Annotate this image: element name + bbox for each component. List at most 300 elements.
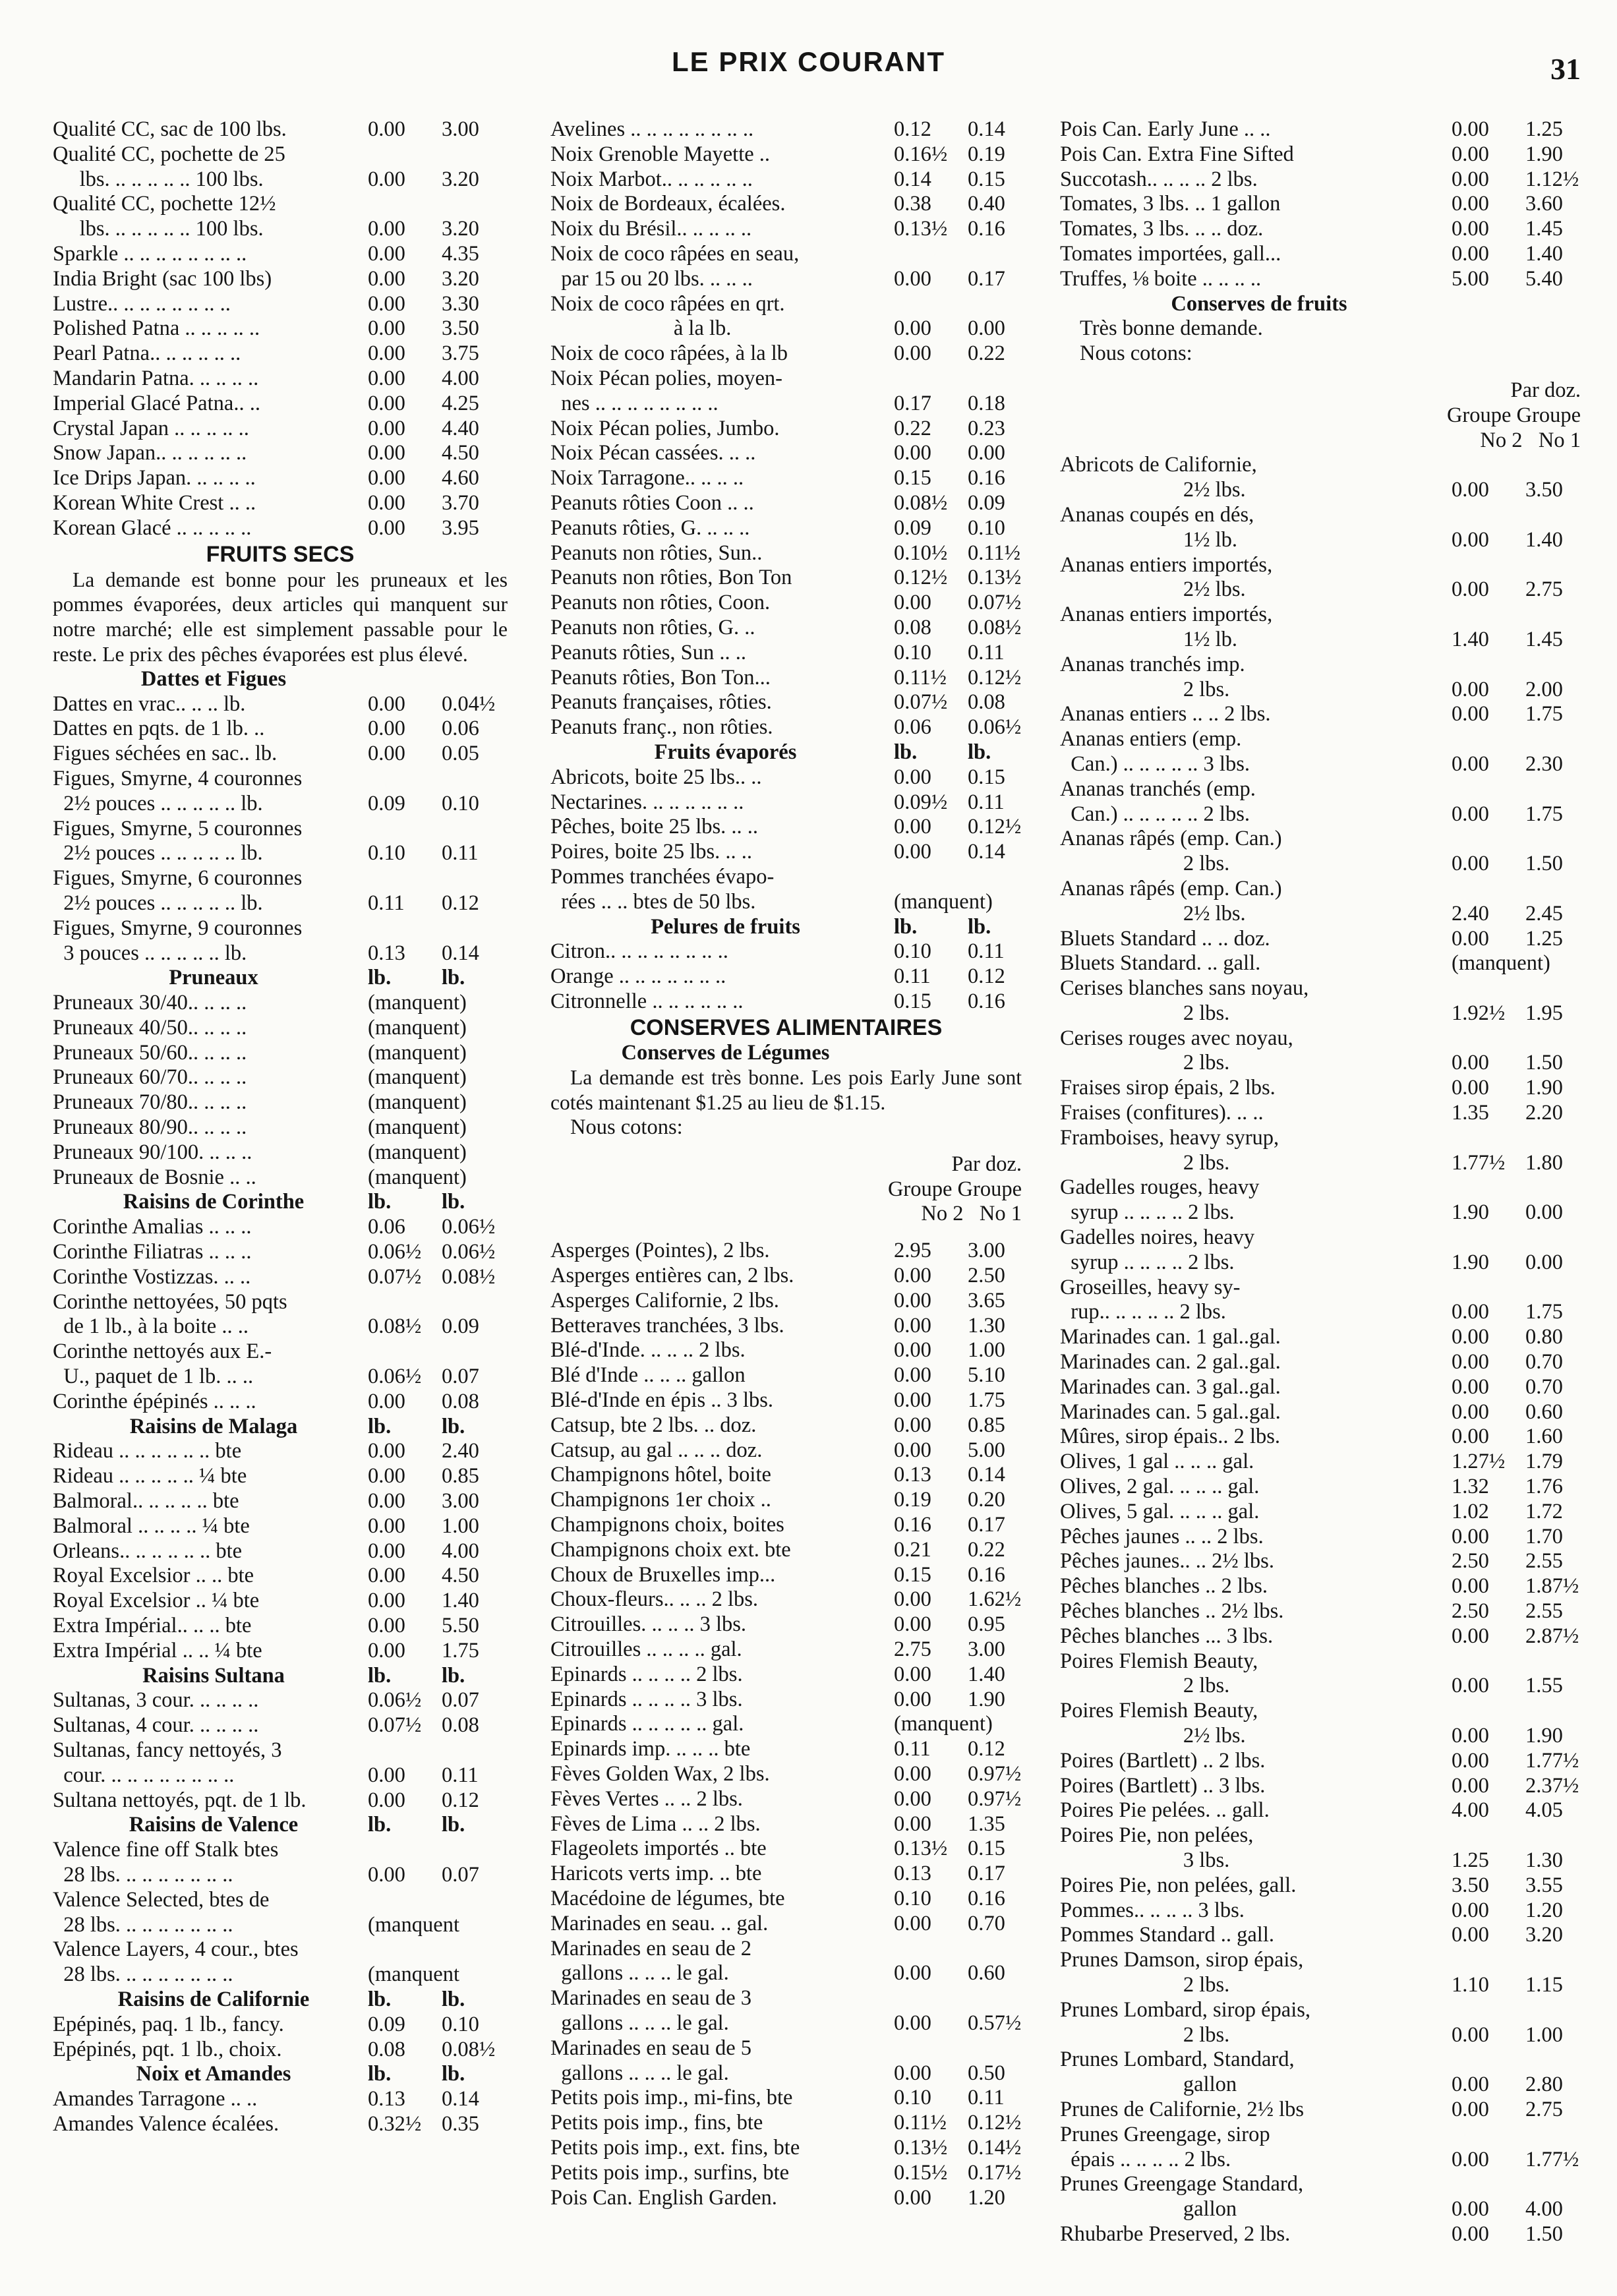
price-row — [1060, 1699, 1581, 1724]
price-group-1: 3.00 — [968, 1637, 1005, 1662]
price-row — [1060, 1724, 1581, 1749]
price-row — [1060, 628, 1581, 653]
section-subheading — [550, 740, 1022, 765]
item-label: Asperges Californie, 2 lbs. — [550, 1288, 779, 1312]
price-group-1: 3.75 — [442, 341, 479, 366]
item-label: Avelines .. .. .. .. .. .. .. .. — [550, 117, 754, 141]
item-label: 2 lbs. — [1060, 1001, 1230, 1025]
price-group-2: 0.00 — [1452, 1350, 1489, 1374]
price-row — [1060, 1525, 1581, 1550]
price-row — [550, 1762, 1022, 1787]
price-group-2: 0.00 — [1452, 117, 1489, 141]
price-group-1: 4.00 — [1525, 2197, 1563, 2222]
price-group-1: 0.05 — [442, 742, 479, 766]
price-group-1: 0.00 — [968, 316, 1005, 341]
market-note: La demande est très bonne. Les pois Early June sont cotés maintenant $1.25 au lieu de $1.15. — [550, 1066, 1022, 1115]
item-label: 2½ pouces .. .. .. .. .. lb. — [53, 841, 263, 866]
price-group-1: 0.08 — [442, 1713, 479, 1738]
price-group-1: 2.40 — [442, 1439, 479, 1463]
item-label: Peanuts rôties, G. .. .. .. — [550, 515, 750, 540]
price-row — [53, 692, 508, 717]
price-group-1: 1.00 — [1525, 2022, 1563, 2047]
price-group-2: 0.00 — [894, 2011, 931, 2035]
price-row — [53, 1589, 508, 1614]
item-label: Noix Pécan cassées. .. .. — [550, 441, 756, 465]
price-group-2: 0.13½ — [894, 2135, 948, 2160]
price-row — [550, 1612, 1022, 1637]
price-group-1: 1.95 — [1525, 1001, 1563, 1025]
subheading-label: Raisins Sultana — [142, 1663, 285, 1688]
price-row — [53, 466, 508, 491]
price-group-1: 0.13½ — [968, 566, 1022, 590]
price-group-2: lb. — [368, 966, 392, 990]
item-label: Peanuts non rôties, Sun.. — [550, 541, 763, 565]
price-group-2: 0.10½ — [894, 541, 948, 565]
price-group-2: 1.02 — [1452, 1499, 1489, 1523]
price-group-1: 0.23 — [968, 416, 1005, 440]
price-row — [1060, 117, 1581, 142]
item-label: gallon — [1060, 2073, 1237, 2097]
price-group-1: 1.50 — [1525, 2222, 1563, 2246]
price-group-1: lb. — [442, 1414, 465, 1438]
price-group-1: 0.08½ — [442, 1264, 496, 1289]
price-group-2: 0.00 — [1452, 1051, 1489, 1075]
price-row — [53, 1339, 508, 1365]
item-label: Ananas tranchés imp. — [1060, 652, 1245, 676]
item-label: Macédoine de légumes, bte — [550, 1886, 785, 1910]
price-row — [550, 292, 1022, 317]
intro-line: Nous cotons: — [1080, 341, 1192, 366]
price-row — [1060, 727, 1581, 752]
item-label: Petits pois imp., fins, bte — [550, 2111, 763, 2135]
price-row — [550, 989, 1022, 1015]
price-row — [550, 2186, 1022, 2211]
price-group-2: 5.00 — [1452, 266, 1489, 291]
item-label: Poires Pie, non pelées, — [1060, 1823, 1254, 1848]
price-group-2: 0.00 — [368, 515, 405, 540]
price-group-2: 0.00 — [368, 441, 405, 465]
price-group-2: 0.00 — [368, 1589, 405, 1613]
price-row — [1060, 1649, 1581, 1674]
item-label: Corinthe nettoyées, 50 pqts — [53, 1289, 287, 1314]
price-group-2: 0.06 — [368, 1215, 405, 1239]
item-label: Sultanas, fancy nettoyés, 3 — [53, 1738, 282, 1762]
item-label: Korean Glacé .. .. .. .. .. — [53, 515, 252, 540]
subheading-label: Raisins de Corinthe — [123, 1190, 305, 1214]
price-group-2: 0.22 — [894, 416, 931, 440]
column-header: Par doz. — [1510, 378, 1581, 402]
price-row — [550, 1587, 1022, 1612]
item-label: Dattes en pqts. de 1 lb. .. — [53, 717, 265, 741]
item-label: Fèves Vertes .. .. 2 lbs. — [550, 1786, 743, 1811]
price-group-2: (manquent) — [368, 1140, 467, 1164]
price-row — [550, 117, 1022, 142]
subheading-label: Raisins de Valence — [129, 1813, 299, 1837]
price-group-1: 4.50 — [442, 441, 479, 465]
price-group-2: 0.00 — [1452, 702, 1489, 726]
price-group-2: 1.25 — [1452, 1848, 1489, 1872]
price-row — [53, 1390, 508, 1415]
item-label: Mûres, sirop épais.. 2 lbs. — [1060, 1425, 1280, 1449]
item-label: Extra Impérial.. .. .. bte — [53, 1614, 252, 1638]
price-row — [53, 792, 508, 817]
intro-line: Nous cotons: — [570, 1115, 683, 1140]
price-group-2: 0.09 — [894, 515, 931, 540]
section-subheading — [53, 2062, 508, 2087]
item-label: Marinades en seau de 3 — [550, 1986, 752, 2011]
item-label: Peanuts franç., non rôties. — [550, 715, 773, 740]
price-row — [53, 1863, 508, 1888]
price-group-1: 1.79 — [1525, 1450, 1563, 1474]
price-row — [550, 2061, 1022, 2086]
item-label: Olives, 2 gal. .. .. .. gal. — [1060, 1475, 1260, 1499]
price-row — [53, 1738, 508, 1763]
price-row — [550, 541, 1022, 566]
item-label: Ananas coupés en dés, — [1060, 502, 1254, 527]
item-label: Pruneaux 60/70.. .. .. .. — [53, 1065, 247, 1090]
price-group-1: 0.14 — [968, 117, 1005, 141]
price-row — [550, 1289, 1022, 1314]
price-group-1: 3.55 — [1525, 1873, 1563, 1897]
item-label: Noix Pécan polies, moyen- — [550, 366, 783, 390]
price-row — [53, 2112, 508, 2137]
price-group-2: 0.00 — [894, 266, 931, 291]
price-group-1: 0.17 — [968, 1513, 1005, 1537]
price-group-1: 0.80 — [1525, 1325, 1563, 1349]
price-row — [53, 1314, 508, 1339]
price-group-2: 0.00 — [894, 1264, 931, 1288]
price-group-1: 0.85 — [442, 1464, 479, 1488]
item-label: Noix de coco râpées en qrt. — [550, 291, 785, 316]
price-group-2: 0.00 — [894, 316, 931, 341]
item-label: Crystal Japan .. .. .. .. .. — [53, 416, 249, 440]
item-label: Poires (Bartlett) .. 3 lbs. — [1060, 1773, 1266, 1798]
price-group-2: 0.15 — [894, 1562, 931, 1587]
price-row — [53, 267, 508, 292]
item-label: 2 lbs. — [1060, 2022, 1230, 2047]
price-group-2: 1.77½ — [1452, 1150, 1506, 1175]
price-group-2: 0.00 — [368, 692, 405, 716]
price-row — [1060, 528, 1581, 553]
price-group-2: 0.19 — [894, 1488, 931, 1512]
price-row — [53, 1065, 508, 1090]
item-label: Figues, Smyrne, 9 couronnes — [53, 916, 303, 940]
item-label: Gadelles noires, heavy — [1060, 1225, 1255, 1250]
price-group-1: 1.75 — [442, 1638, 479, 1663]
item-label: Citron.. .. .. .. .. .. .. .. — [550, 939, 728, 964]
price-row — [1060, 1624, 1581, 1649]
price-group-2: 0.00 — [1452, 192, 1489, 216]
price-row — [53, 841, 508, 866]
item-label: Prunes Damson, sirop épais, — [1060, 1948, 1304, 1972]
item-label: Marinades can. 2 gal..gal. — [1060, 1350, 1281, 1374]
item-label: Noix de coco râpées en seau, — [550, 241, 800, 266]
item-label: 3 lbs. — [1060, 1848, 1230, 1872]
item-label: gallons .. .. .. le gal. — [550, 1961, 729, 1986]
price-group-2: 0.00 — [894, 1612, 931, 1637]
price-group-2: 0.00 — [368, 1638, 405, 1663]
item-label: Can.) .. .. .. .. .. 3 lbs. — [1060, 751, 1250, 776]
price-row — [1060, 852, 1581, 877]
price-group-1: 2.87½ — [1525, 1624, 1579, 1648]
price-group-2: 0.11 — [894, 1737, 931, 1761]
item-label: Orange .. .. .. .. .. .. .. — [550, 964, 726, 989]
price-group-2: 1.90 — [1452, 1250, 1489, 1274]
price-row — [1060, 1076, 1581, 1101]
price-row — [1060, 1300, 1581, 1325]
price-row — [53, 1464, 508, 1489]
price-row — [53, 1614, 508, 1639]
price-row — [1060, 2123, 1581, 2148]
price-row — [1060, 2047, 1581, 2073]
price-row — [550, 1712, 1022, 1737]
item-label: Marinades en seau de 5 — [550, 2036, 752, 2060]
item-label: Valence Layers, 4 cour., btes — [53, 1937, 299, 1962]
item-label: Royal Excelsior .. ¼ bte — [53, 1589, 260, 1613]
item-label: Noix de Bordeaux, écalées. — [550, 192, 786, 216]
item-label: lbs. .. .. .. .. .. 100 lbs. — [53, 217, 264, 241]
price-group-2: (manquent) — [368, 1115, 467, 1140]
price-group-2: 0.08½ — [368, 1314, 422, 1339]
price-row — [53, 1489, 508, 1514]
item-label: Succotash.. .. .. .. 2 lbs. — [1060, 167, 1258, 191]
item-label: Figues, Smyrne, 5 couronnes — [53, 816, 303, 840]
price-row — [1060, 653, 1581, 678]
price-row — [550, 1862, 1022, 1887]
price-group-1: 1.50 — [1525, 1051, 1563, 1075]
price-row — [1060, 1923, 1581, 1948]
price-group-1: 0.08 — [442, 1389, 479, 1413]
price-group-2: 0.11½ — [894, 2111, 947, 2135]
price-group-2: 0.06½ — [368, 1365, 422, 1389]
item-label: Olives, 5 gal. .. .. .. gal. — [1060, 1499, 1260, 1523]
price-row — [1060, 777, 1581, 802]
price-group-2: 0.12 — [894, 117, 931, 141]
price-group-1: 0.10 — [968, 515, 1005, 540]
price-row — [550, 1463, 1022, 1488]
price-row — [550, 2086, 1022, 2111]
price-row — [550, 466, 1022, 491]
price-group-1: 0.09 — [442, 1314, 479, 1339]
price-group-2: 0.00 — [368, 241, 405, 266]
item-label: Pêches jaunes .. .. 2 lbs. — [1060, 1524, 1264, 1548]
item-label: Abricots de Californie, — [1060, 453, 1257, 477]
item-label: Fraises (confitures). .. .. — [1060, 1101, 1264, 1125]
price-group-1: 1.55 — [1525, 1674, 1563, 1698]
price-row — [53, 1838, 508, 1863]
price-group-2: 0.00 — [894, 441, 931, 465]
price-row — [1060, 1674, 1581, 1699]
price-row — [1060, 827, 1581, 852]
price-group-2: 0.00 — [894, 1388, 931, 1413]
price-row — [550, 1438, 1022, 1463]
price-group-2: 0.00 — [894, 1438, 931, 1462]
subheading-label: Conserves de Légumes — [621, 1040, 830, 1065]
item-label: Amandes Tarragone .. .. — [53, 2087, 258, 2111]
price-row — [53, 1016, 508, 1041]
price-group-1: 0.12 — [968, 1737, 1005, 1761]
price-group-2: 1.27½ — [1452, 1450, 1506, 1474]
price-row — [53, 217, 508, 242]
price-group-1: 1.30 — [1525, 1848, 1563, 1872]
price-group-1: 1.15 — [1525, 1972, 1563, 1997]
price-group-1: 0.70 — [1525, 1374, 1563, 1399]
price-group-1: 1.40 — [1525, 527, 1563, 552]
price-group-1: 1.87½ — [1525, 1574, 1579, 1599]
price-row — [53, 1290, 508, 1315]
item-label: gallons .. .. .. le gal. — [550, 2061, 729, 2085]
price-row — [53, 1564, 508, 1589]
price-row — [1060, 802, 1581, 827]
price-row — [53, 192, 508, 217]
price-row — [550, 217, 1022, 242]
price-row — [550, 417, 1022, 442]
price-group-2: 0.00 — [1452, 1674, 1489, 1698]
price-row — [550, 591, 1022, 616]
page-header — [0, 40, 1617, 86]
price-group-1: lb. — [442, 1987, 465, 2011]
item-label: Pêches, boite 25 lbs. .. .. — [550, 815, 759, 839]
price-row — [1060, 1998, 1581, 2023]
item-label: rup.. .. .. .. .. 2 lbs. — [1060, 1300, 1226, 1324]
price-group-2: 0.00 — [1452, 1399, 1489, 1424]
price-group-2: 0.00 — [1452, 2097, 1489, 2121]
column-header: No 2 No 1 — [1480, 428, 1581, 452]
price-group-2: lb. — [368, 1190, 392, 1214]
price-group-2: 0.00 — [1452, 167, 1489, 191]
price-group-2: lb. — [368, 1987, 392, 2011]
price-group-2: 0.00 — [1452, 2197, 1489, 2222]
item-label: Pêches blanches ... 3 lbs. — [1060, 1624, 1274, 1648]
price-row — [550, 1513, 1022, 1538]
price-group-2: 0.00 — [368, 717, 405, 741]
section-subheading — [53, 966, 508, 991]
item-label: Poires Pie pelées. .. gall. — [1060, 1798, 1270, 1823]
price-row — [550, 516, 1022, 541]
price-group-1: 5.40 — [1525, 266, 1563, 291]
item-label: Betteraves tranchées, 3 lbs. — [550, 1313, 784, 1338]
item-label: 28 lbs. .. .. .. .. .. .. .. — [53, 1962, 233, 1987]
price-group-2: 0.00 — [894, 2061, 931, 2085]
item-label: Petits pois imp., ext. fins, bte — [550, 2135, 800, 2160]
price-group-1: 1.00 — [442, 1514, 479, 1538]
price-group-2: 0.00 — [1452, 852, 1489, 876]
item-label: Pommes tranchées évapo- — [550, 864, 775, 889]
item-label: Fèves de Lima .. .. 2 lbs. — [550, 1811, 761, 1836]
price-group-1: 0.17 — [968, 266, 1005, 291]
price-group-2: 0.10 — [894, 1886, 931, 1910]
price-group-2: 0.00 — [1452, 478, 1489, 502]
column-header: Par doz. — [951, 1152, 1022, 1176]
price-row — [550, 1388, 1022, 1413]
price-group-2: 0.00 — [1452, 2147, 1489, 2171]
price-group-2: (manquent) — [368, 1090, 467, 1115]
price-group-1: 0.04½ — [442, 692, 496, 716]
price-group-1: 1.00 — [968, 1338, 1005, 1363]
price-group-2: 0.00 — [368, 1514, 405, 1538]
section-subheading — [550, 1041, 1022, 1066]
price-group-1: 3.60 — [1525, 192, 1563, 216]
item-label: nes .. .. .. .. .. .. .. .. — [550, 391, 719, 415]
price-group-1: 1.12½ — [1525, 167, 1579, 191]
item-label: Prunes Lombard, sirop épais, — [1060, 1997, 1311, 2022]
price-group-1: 4.50 — [442, 1564, 479, 1588]
price-group-1: 1.40 — [442, 1589, 479, 1613]
item-label: 2½ lbs. — [1060, 901, 1246, 926]
item-label: Pruneaux de Bosnie .. .. — [53, 1165, 256, 1189]
item-label: Groseilles, heavy sy- — [1060, 1275, 1241, 1299]
price-group-1: 0.12½ — [968, 815, 1022, 839]
price-group-1: 2.50 — [968, 1264, 1005, 1288]
item-label: Petits pois imp., surfins, bte — [550, 2160, 790, 2185]
price-group-1: 0.06 — [442, 717, 479, 741]
price-row — [53, 292, 508, 317]
price-row — [1060, 877, 1581, 902]
price-group-2: 0.00 — [1452, 1898, 1489, 1922]
price-group-2: 0.00 — [368, 1614, 405, 1638]
price-group-1: 0.12 — [442, 891, 479, 915]
price-group-2: 4.00 — [1452, 1798, 1489, 1823]
price-group-2: 0.00 — [1452, 527, 1489, 552]
price-group-1: 3.00 — [442, 1489, 479, 1514]
price-row — [550, 316, 1022, 341]
price-group-1: 1.90 — [1525, 142, 1563, 166]
subheading-label: Noix et Amandes — [136, 2062, 291, 2086]
price-row — [550, 1937, 1022, 1962]
price-row — [1060, 217, 1581, 242]
price-group-1: 1.35 — [968, 1811, 1005, 1836]
price-row — [1060, 1948, 1581, 1973]
spacer — [550, 1227, 1022, 1239]
item-label: Figues séchées en sac.. lb. — [53, 742, 278, 766]
price-group-1: 3.70 — [442, 490, 479, 515]
price-row — [1060, 1126, 1581, 1151]
price-group-2: 1.92½ — [1452, 1001, 1506, 1025]
price-group-2: 0.11 — [368, 891, 405, 915]
price-group-1: 0.22 — [968, 341, 1005, 366]
price-group-2: 0.00 — [1452, 1574, 1489, 1599]
price-row — [550, 1961, 1022, 1986]
price-row — [53, 1514, 508, 1539]
price-group-1: 5.50 — [442, 1614, 479, 1638]
price-group-1: 2.00 — [1525, 677, 1563, 701]
item-label: Abricots, boite 25 lbs.. .. — [550, 765, 762, 789]
price-group-2: 0.00 — [1452, 926, 1489, 951]
price-row — [550, 1264, 1022, 1289]
price-group-2: 0.00 — [894, 1961, 931, 1986]
price-row — [1060, 1475, 1581, 1500]
price-group-2: 0.13 — [894, 1463, 931, 1487]
price-group-1: 1.25 — [1525, 117, 1563, 141]
item-label: gallon — [1060, 2197, 1237, 2222]
spacer — [1060, 367, 1581, 378]
price-row — [1060, 902, 1581, 927]
price-group-2: 0.00 — [894, 591, 931, 615]
price-row — [53, 1240, 508, 1265]
price-group-1: 4.40 — [442, 416, 479, 440]
price-row — [1060, 1549, 1581, 1574]
price-group-1: 0.16 — [968, 1562, 1005, 1587]
price-group-1: 2.55 — [1525, 1549, 1563, 1574]
price-group-2: 0.00 — [1452, 1300, 1489, 1324]
price-row — [53, 1937, 508, 1962]
price-group-2: 0.07½ — [368, 1713, 422, 1738]
item-label: Champignons choix ext. bte — [550, 1537, 791, 1562]
item-label: Framboises, heavy syrup, — [1060, 1125, 1279, 1150]
price-row — [1060, 577, 1581, 603]
item-label: Blé-d'Inde. .. .. .. 2 lbs. — [550, 1338, 746, 1363]
section-subheading — [53, 1987, 508, 2013]
